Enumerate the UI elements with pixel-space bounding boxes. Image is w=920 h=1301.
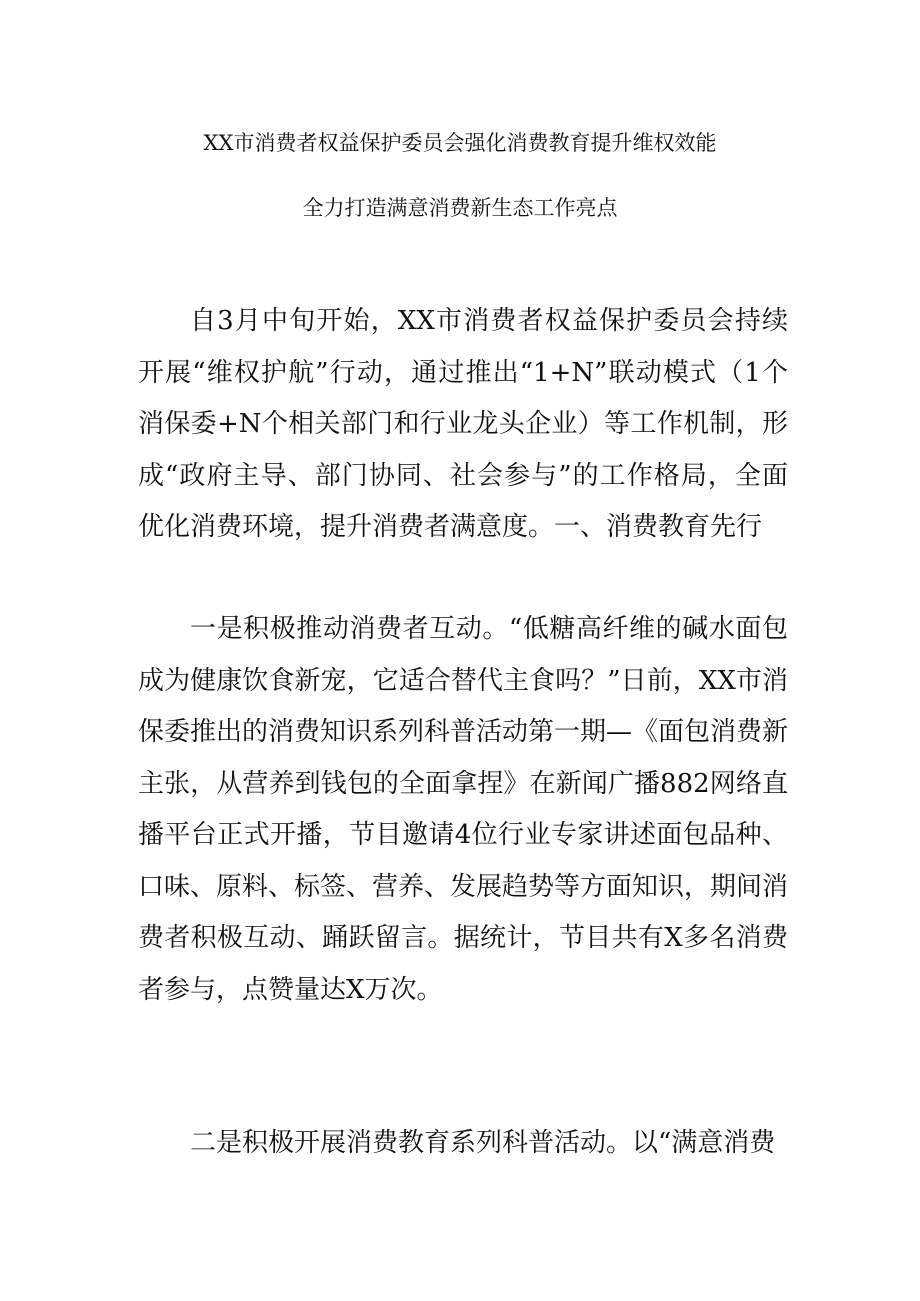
document-title-line-2: 全力打造满意消费新生态工作亮点	[302, 196, 618, 220]
paragraph-consumer-interaction: 一是积极推动消费者互动。“低糖高纤维的碱水面包成为健康饮食新宠，它适合替代主食吗？”日前，XX市消保委推出的消费知识系列科普活动第一期—《面包消费新主张，从营养到钱包的全面拿捏》在新闻广播882网络直播平台正式开播，节目邀请4位行业专家讲述面包品种、口味、原料、标签、营养、发展趋势等方面知识，期间消费者积极互动、踊跃留言。据统计，节目共有X多名消费者参与，点赞量达X万次。	[138, 614, 789, 1005]
paragraph-education-activities: 二是积极开展消费教育系列科普活动。以“满意消费	[190, 1128, 776, 1158]
paragraph-intro: 自3月中旬开始，XX市消费者权益保护委员会持续开展“维权护航”行动，通过推出“1+N”联动模式（1个消保委+N个相关部门和行业龙头企业）等工作机制，形成“政府主导、部门协同、社会参与”的工作格局，全面优化消费环境，提升消费者满意度。一、消费教育先行	[138, 306, 788, 542]
document-title-line-1: XX市消费者权益保护委员会强化消费教育提升维权效能	[203, 131, 717, 155]
